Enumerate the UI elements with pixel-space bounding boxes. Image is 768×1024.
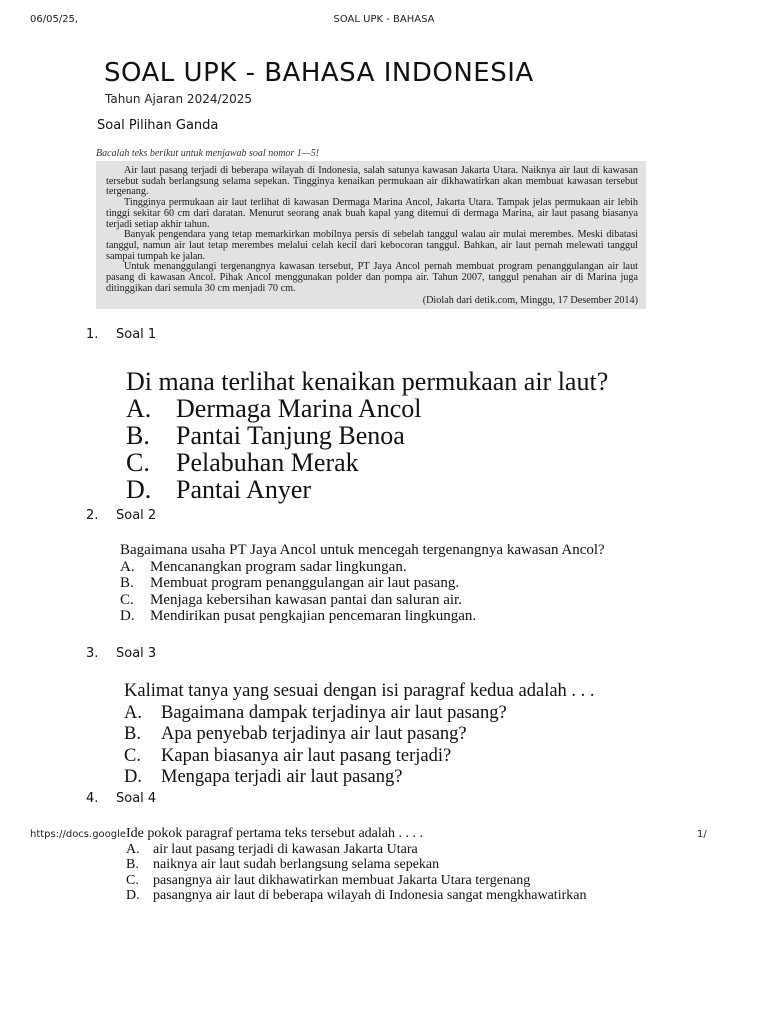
question-title: Soal 2 bbox=[116, 508, 157, 523]
reading-paragraph: Air laut pasang terjadi di beberapa wilayah di Indonesia, salah satunya kawasan Jakarta Utara. Naiknya air laut di kawasan tersebut sudah berlangsung selama sepekan. Tingginya kenaikan permukaan air dikhawatirkan akan membuat kawasan tersebut tergenang. bbox=[106, 165, 638, 198]
option-text: Pantai Anyer bbox=[176, 475, 312, 504]
question-text: Bagaimana usaha PT Jaya Ancol untuk mencegah tergenangnya kawasan Ancol? bbox=[120, 542, 605, 558]
option-c bbox=[126, 873, 586, 889]
reading-paragraph: Tingginya permukaan air laut terlihat di kawasan Dermaga Marina Ancol, Jakarta Utara. Tampak jelas permukaan air lebih tinggi sekitar 60 cm dari daratan. Menurut seorang anak buah kapal yang ditemui di dermaga Marina, air laut pasang biasanya terjadi setiap akhir tahun. bbox=[106, 197, 638, 230]
print-header-title: SOAL UPK - BAHASA bbox=[333, 14, 435, 25]
option-d bbox=[126, 476, 608, 503]
question-2 bbox=[120, 542, 605, 625]
reading-paragraph: Untuk menanggulangi tergenangnya kawasan tersebut, PT Jaya Ancol pernah membuat program penanggulangan air laut pasang di kawasan Ancol. Pihak Ancol menggunakan polder dan pompa air. Tahun 2007, tanggul penahan air di Marina juga ditinggikan dari semula 30 cm menjadi 70 cm. bbox=[106, 261, 638, 294]
option-c bbox=[120, 592, 605, 609]
print-footer-url: https://docs.google bbox=[30, 829, 127, 840]
option-text: Mendirikan pusat pengkajian pencemaran lingkungan. bbox=[150, 608, 477, 624]
option-letter: D. bbox=[126, 888, 140, 903]
option-letter: C. bbox=[124, 745, 141, 766]
question-text: Kalimat tanya yang sesuai dengan isi paragraf kedua adalah . . . bbox=[124, 681, 595, 701]
option-a bbox=[120, 559, 605, 576]
option-a bbox=[126, 842, 586, 858]
option-letter: C. bbox=[126, 872, 139, 888]
option-letter: B. bbox=[120, 575, 134, 591]
option-text: Mencanangkan program sadar lingkungan. bbox=[150, 558, 407, 575]
question-number: 3. bbox=[86, 646, 99, 661]
question-4-label bbox=[86, 791, 156, 806]
option-text: Dermaga Marina Ancol bbox=[176, 394, 422, 423]
option-b bbox=[126, 857, 586, 873]
option-b bbox=[126, 422, 608, 449]
question-3-label bbox=[86, 646, 156, 661]
reading-source: (Diolah dari detik.com, Minggu, 17 Desember 2014) bbox=[422, 295, 638, 307]
question-1 bbox=[126, 368, 608, 503]
option-letter: B. bbox=[126, 857, 139, 872]
question-4 bbox=[126, 826, 586, 904]
option-letter: D. bbox=[126, 475, 152, 504]
option-letter: A. bbox=[124, 702, 142, 723]
reading-paragraph: Banyak pengendara yang tetap memarkirkan mobilnya persis di sebelah tanggul walau air mulai merembes. Meski dibatasi tanggul, namun air laut tetap merembes melalui celah kecil dari kebocoran tanggul. Bahkan, air laut pernah melewati tanggul sampai tumpah ke jalan. bbox=[106, 229, 638, 262]
question-title: Soal 1 bbox=[116, 327, 157, 342]
option-text: pasangnya air laut di beberapa wilayah di Indonesia sangat mengkhawatirkan bbox=[153, 888, 587, 903]
question-2-label bbox=[86, 508, 156, 523]
question-1-label bbox=[86, 327, 156, 342]
question-number: 2. bbox=[86, 508, 99, 523]
option-letter: A. bbox=[126, 394, 152, 423]
option-text: naiknya air laut sudah berlangsung selama sepekan bbox=[153, 857, 440, 872]
option-text: Pelabuhan Merak bbox=[176, 448, 359, 477]
option-text: Bagaimana dampak terjadinya air laut pasang? bbox=[161, 702, 507, 723]
section-heading: Soal Pilihan Ganda bbox=[97, 118, 219, 133]
option-letter: D. bbox=[120, 608, 135, 624]
question-text: Ide pokok paragraf pertama teks tersebut adalah . . . . bbox=[126, 826, 423, 841]
option-d bbox=[124, 767, 595, 789]
reading-instruction: Bacalah teks berikut untuk menjawab soal nomor 1—5! bbox=[96, 148, 320, 159]
option-c bbox=[124, 746, 595, 768]
option-b bbox=[124, 724, 595, 746]
option-letter: B. bbox=[126, 421, 150, 450]
print-header-date: 06/05/25, bbox=[30, 14, 79, 25]
print-footer-page-number: 1/ bbox=[697, 829, 707, 840]
option-text: Pantai Tanjung Benoa bbox=[176, 421, 405, 450]
question-3 bbox=[124, 681, 595, 789]
question-title: Soal 4 bbox=[116, 791, 157, 806]
option-text: Kapan biasanya air laut pasang terjadi? bbox=[161, 745, 452, 766]
option-letter: A. bbox=[120, 558, 135, 575]
option-letter: D. bbox=[124, 767, 142, 787]
option-text: air laut pasang terjadi di kawasan Jakarta Utara bbox=[153, 841, 418, 857]
option-a bbox=[124, 703, 595, 725]
option-b bbox=[120, 575, 605, 592]
option-d bbox=[126, 888, 586, 904]
option-text: Apa penyebab terjadinya air laut pasang? bbox=[161, 724, 467, 744]
option-text: Menjaga kebersihan kawasan pantai dan saluran air. bbox=[150, 591, 462, 608]
option-text: Mengapa terjadi air laut pasang? bbox=[161, 767, 403, 787]
option-d bbox=[120, 608, 605, 625]
option-c bbox=[126, 449, 608, 476]
option-letter: C. bbox=[126, 448, 150, 477]
question-number: 4. bbox=[86, 791, 99, 806]
option-letter: A. bbox=[126, 841, 140, 857]
document-title: SOAL UPK - BAHASA INDONESIA bbox=[104, 58, 534, 88]
question-number: 1. bbox=[86, 327, 99, 342]
question-title: Soal 3 bbox=[116, 646, 157, 661]
academic-year: Tahun Ajaran 2024/2025 bbox=[105, 92, 253, 106]
reading-passage bbox=[96, 161, 646, 309]
option-letter: C. bbox=[120, 591, 134, 608]
question-text: Di mana terlihat kenaikan permukaan air laut? bbox=[126, 367, 609, 396]
option-text: Membuat program penanggulangan air laut pasang. bbox=[150, 575, 460, 591]
option-a bbox=[126, 395, 608, 422]
option-letter: B. bbox=[124, 724, 141, 744]
option-text: pasangnya air laut dikhawatirkan membuat Jakarta Utara tergenang bbox=[153, 872, 531, 888]
